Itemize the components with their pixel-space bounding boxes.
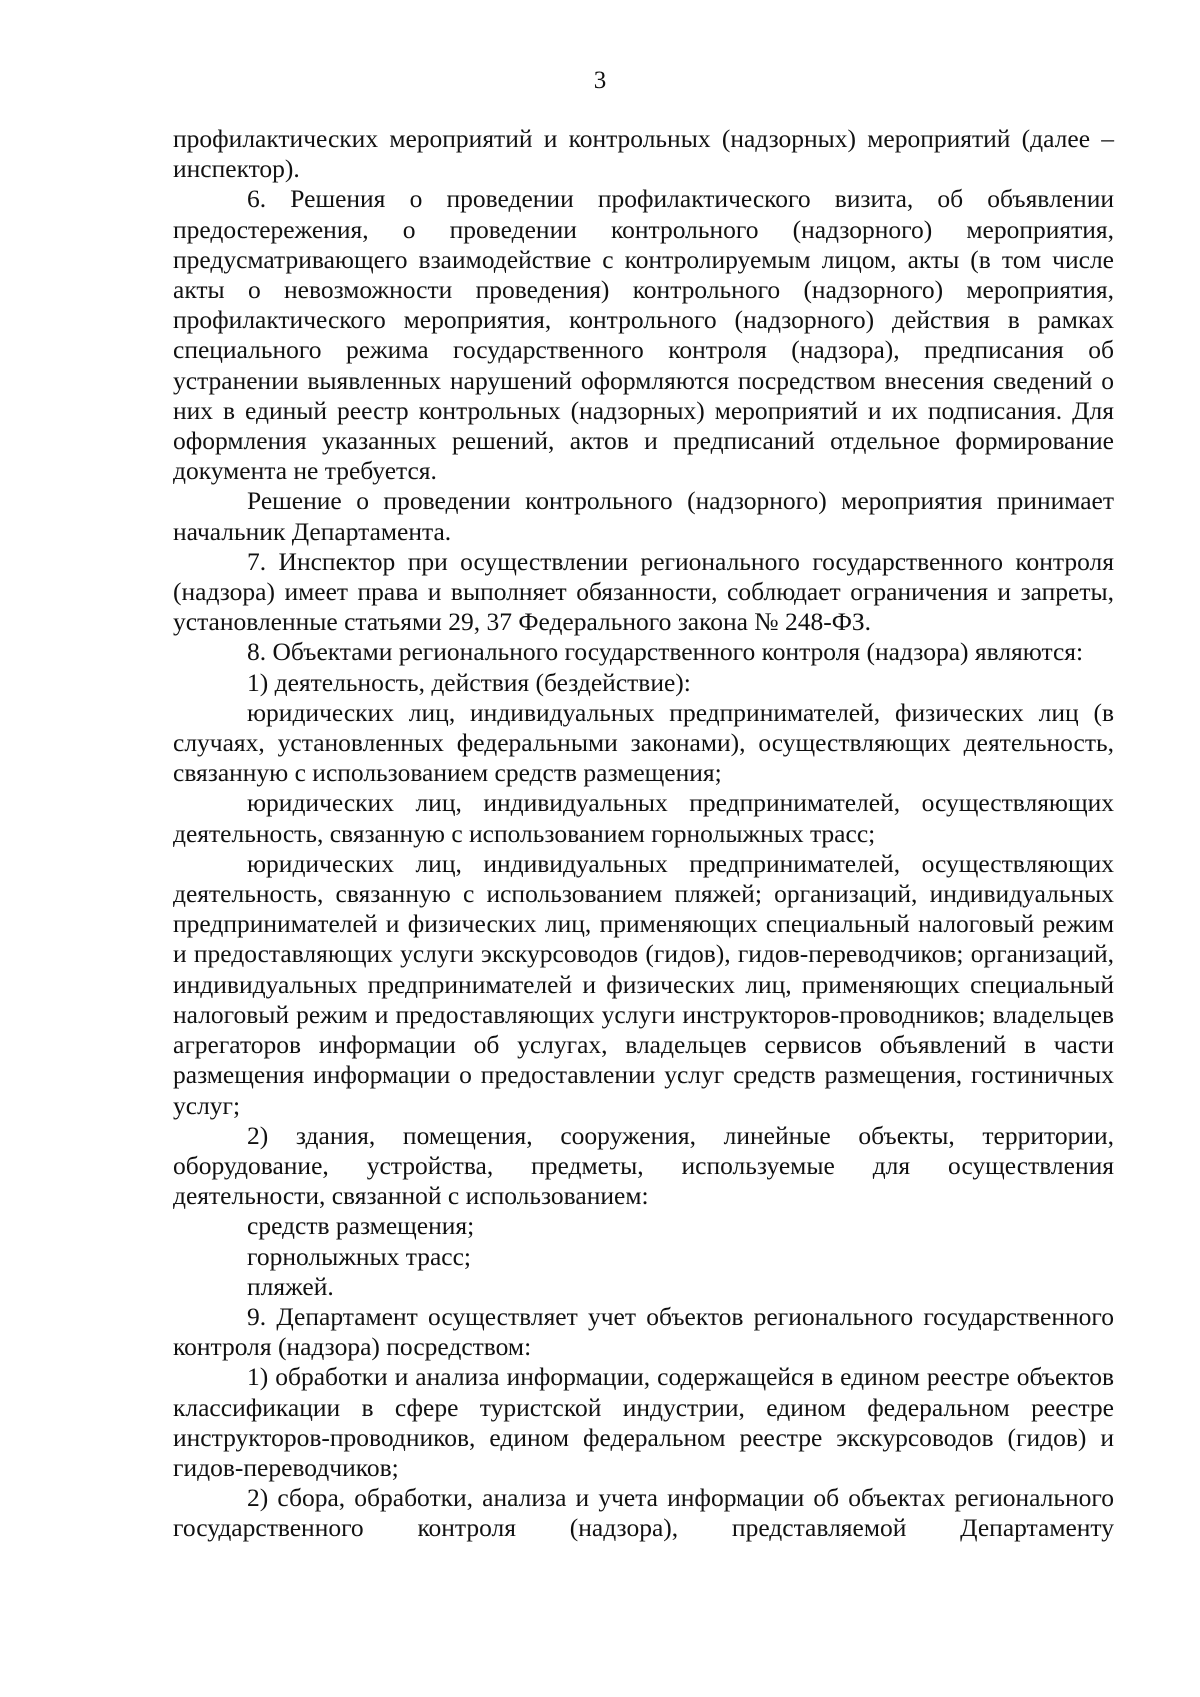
list-subitem-ski-objects: горнолыжных трасс; [247, 1241, 472, 1271]
list-subitem-accommodation: юридических лиц, индивидуальных предпринимателей, физических лиц (в случаях, установленных федеральными законами), осуществляющих деятельность, связанную с использованием средств размещения; [173, 697, 1114, 788]
list-item-9-2: 2) сбора, обработки, анализа и учета информации об объектах регионального государственного контроля (надзора), представляемой Департаменту [173, 1483, 1114, 1543]
page-number: 3 [593, 67, 607, 94]
list-subitem-beach-objects: пляжей. [247, 1271, 334, 1301]
list-subitem-ski-slopes: юридических лиц, индивидуальных предпринимателей, осуществляющих деятельность, связанную с использованием горнолыжных трасс; [173, 788, 1114, 848]
paragraph-8: 8. Объектами регионального государственного контроля (надзора) являются: [247, 637, 1084, 667]
paragraph-9: 9. Департамент осуществляет учет объектов регионального государственного контроля (надзора) посредством: [173, 1301, 1114, 1362]
list-subitem-accommodation-objects: средств размещения; [247, 1211, 475, 1241]
list-subitem-beaches-guides: юридических лиц, индивидуальных предпринимателей, осуществляющих деятельность, связанную с использованием пляжей; организаций, индивидуальных предпринимателей и физических лиц, применяющих специальный налоговый режим и предоставляющих услуги экскурсоводов (гидов), гидов-переводчиков; организаций, индивидуальных предпринимателей и физических лиц, применяющих специальный налоговый режим и предоставляющих услуги инструкторов-проводников; владельцев агрегаторов информации об услугах, владельцев сервисов объявлений в части размещения информации о предоставлении услуг средств размещения, гостиничных услуг; [173, 848, 1114, 1120]
list-item-8-2: 2) здания, помещения, сооружения, линейные объекты, территории, оборудование, устройства, предметы, используемые для осуществления деятельности, связанной с использованием: [173, 1120, 1114, 1211]
list-item-8-1: 1) деятельность, действия (бездействие): [247, 667, 691, 697]
paragraph-continuation: профилактических мероприятий и контрольных (надзорных) мероприятий (далее – инспектор). [173, 124, 1114, 184]
paragraph-decision: Решение о проведении контрольного (надзорного) мероприятия принимает начальник Департамента. [173, 486, 1114, 546]
document-body [173, 124, 1114, 1544]
list-item-9-1: 1) обработки и анализа информации, содержащейся в едином реестре объектов классификации в сфере туристской индустрии, едином федеральном реестре инструкторов-проводников, едином федеральном реестре экскурсоводов (гидов) и гидов-переводчиков; [173, 1362, 1114, 1482]
paragraph-7: 7. Инспектор при осуществлении регионального государственного контроля (надзора) имеет права и выполняет обязанности, соблюдает ограничения и запреты, установленные статьями 29, 37 Федерального закона № 248-ФЗ. [173, 546, 1114, 637]
paragraph-6: 6. Решения о проведении профилактического визита, об объявлении предостережения, о проведении контрольного (надзорного) мероприятия, предусматривающего взаимодействие с контролируемым лицом, акты (в том числе акты о невозможности проведения) контрольного (надзорного) мероприятия, профилактического мероприятия, контрольного (надзорного) действия в рамках специального режима государственного контроля (надзора), предписания об устранении выявленных нарушений оформляются посредством внесения сведений о них в единый реестр контрольных (надзорных) мероприятий и их подписания. Для оформления указанных решений, актов и предписаний отдельное формирование документа не требуется. [173, 184, 1114, 486]
